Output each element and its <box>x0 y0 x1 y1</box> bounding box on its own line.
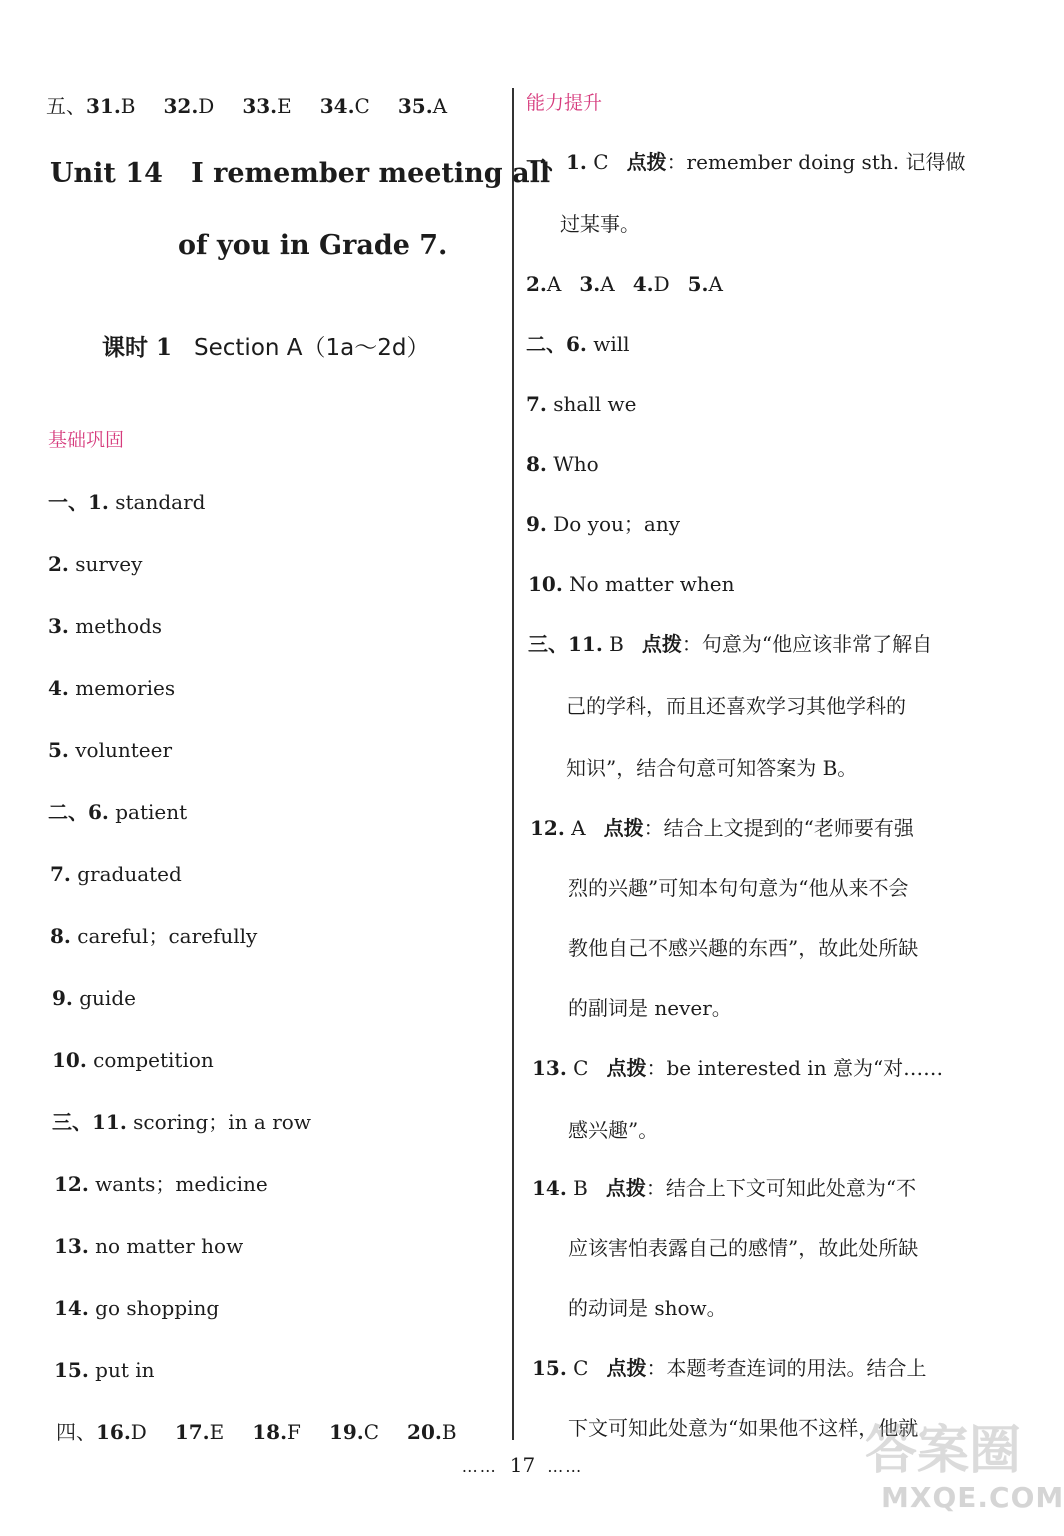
answer-line: 2.A 3.A 4.D 5.A <box>526 272 723 296</box>
vocab-item: 2. survey <box>48 552 143 576</box>
vocab-item: 12. wants；medicine <box>54 1172 268 1196</box>
vocab-item: 一、1. standard <box>48 490 206 514</box>
answer-line: 过某事。 <box>560 212 640 236</box>
lesson-label: 课时 1 <box>102 334 173 361</box>
vocab-item: 7. graduated <box>50 862 182 886</box>
answer-line: 知识”，结合句意可知答案为 B。 <box>566 756 858 780</box>
answer-line: 14. B 点拨：结合上下文可知此处意为“不 <box>532 1176 917 1200</box>
page-number: …… 17 …… <box>461 1453 584 1477</box>
answer-line: 下文可知此处意为“如果他不这样，他就 <box>568 1416 919 1440</box>
lesson-heading <box>102 333 429 363</box>
answer-line: 己的学科，而且还喜欢学习其他学科的 <box>566 694 906 718</box>
vocab-item: 5. volunteer <box>48 738 173 762</box>
answer-line: 二、6. will <box>526 332 630 356</box>
answer-line: 感兴趣”。 <box>568 1118 659 1142</box>
vocab-item: 三、11. scoring；in a row <box>52 1110 311 1134</box>
answer-line: 13. C 点拨：be interested in 意为“对…… <box>532 1056 944 1080</box>
vocab-item: 10. competition <box>52 1048 214 1072</box>
vocab-item: 14. go shopping <box>54 1296 220 1320</box>
unit-title-line2: of you in Grade 7. <box>178 230 448 261</box>
answer-line: 应该害怕表露自己的感情”，故此处所缺 <box>568 1236 919 1260</box>
unit-title-line1: Unit 14 I remember meeting all <box>50 158 551 189</box>
lesson-section: Section A（1a～2d） <box>194 335 430 361</box>
answer-line: 的副词是 never。 <box>568 996 732 1020</box>
answer-line: 7. shall we <box>526 392 637 416</box>
answer-line: 教他自己不感兴趣的东西”，故此处所缺 <box>568 936 919 960</box>
answer-line: 一、1. C 点拨：remember doing sth. 记得做 <box>526 150 966 174</box>
vocab-item: 8. careful；carefully <box>50 924 258 948</box>
watermark-logo: 答案圈 MXQE.COM <box>865 1421 1064 1514</box>
vocab-item: 二、6. patient <box>48 800 188 824</box>
answer-line: 的动词是 show。 <box>568 1296 727 1320</box>
answer-line: 15. C 点拨：本题考查连词的用法。结合上 <box>532 1356 927 1380</box>
section-heading-advanced: 能力提升 <box>526 92 603 114</box>
answer-line: 9. Do you；any <box>526 512 681 536</box>
section-heading-basic: 基础巩固 <box>48 429 125 451</box>
vocab-item: 13. no matter how <box>54 1234 244 1258</box>
vocab-item: 9. guide <box>52 986 136 1010</box>
last-answers-row: 四、16.D 17.E 18.F 19.C 20.B <box>56 1420 457 1444</box>
answer-line: 三、11. B 点拨：句意为“他应该非常了解自 <box>528 632 933 656</box>
vocab-item: 3. methods <box>48 614 163 638</box>
vocab-item: 4. memories <box>48 676 176 700</box>
answer-line: 8. Who <box>526 452 599 476</box>
column-divider <box>512 88 514 1440</box>
answer-line: 10. No matter when <box>528 572 735 596</box>
prev-answers-row: 五、31.B 32.D 33.E 34.C 35.A <box>46 94 448 118</box>
vocab-item: 15. put in <box>54 1358 155 1382</box>
answer-line: 12. A 点拨：结合上文提到的“老师要有强 <box>530 816 914 840</box>
answer-line: 烈的兴趣”可知本句句意为“他从来不会 <box>568 876 909 900</box>
